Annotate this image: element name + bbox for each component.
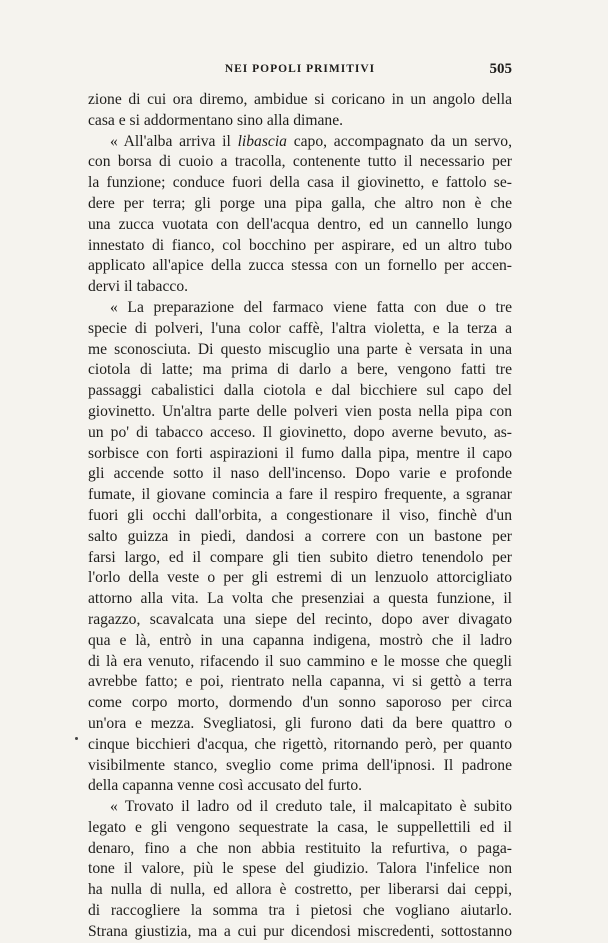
text-line: Strana giustizia, ma a cui pur dicendosi miscredenti, sottostanno xyxy=(88,922,512,940)
text-line: passaggi cabalistici dalla ciotola e dal bicchiere sul capo del xyxy=(88,382,512,400)
text-line: gli accende sotto il naso dell'incenso. Dopo varie e profonde xyxy=(88,465,512,483)
text-run: capo, accompagnato da un servo, xyxy=(286,132,512,150)
text-line: avrebbe fatto; e poi, rientrato nella capanna, vi si gettò a terra xyxy=(88,673,512,691)
text-line xyxy=(88,132,512,153)
italic-term: libascia xyxy=(237,132,287,150)
text-line: un po' di tabacco acceso. Il giovinetto, dopo averne bevuto, as- xyxy=(88,423,512,441)
running-title: NEI POPOLI PRIMITIVI xyxy=(224,63,376,75)
text-line: come corpo morto, dormendo d'un sonno saporoso per circa xyxy=(88,694,512,712)
text-line: giovinetto. Un'altra parte delle polveri vien posta nella pipa con xyxy=(88,402,512,420)
text-line: fuori gli occhi dall'orbita, a congestionare il viso, finchè d'un xyxy=(88,506,512,524)
text-line: della capanna venne così accusato del furto. xyxy=(88,777,363,795)
text-line: legato e gli vengono sequestrate la casa, le suppellettili ed il xyxy=(88,818,512,836)
text-line: zione di cui ora diremo, ambidue si coricano in un angolo della xyxy=(88,91,512,108)
text-line: salto guizza in piedi, dandosi a correre con un bastone per xyxy=(88,527,512,545)
text-line: ragazzo, scavalcata una siepe del recinto, dopo aver divagato xyxy=(88,610,512,628)
text-run: « All'alba arriva il xyxy=(110,132,238,150)
text-line: « Trovato il ladro od il creduto tale, il malcapitato è subito xyxy=(110,798,512,816)
text-line: fumate, il giovane comincia a fare il respiro frequente, a sgranar xyxy=(88,486,512,504)
text-line: sorbisce con forti aspirazioni il fumo dalla pipa, mentre il capo xyxy=(88,444,512,462)
text-line: di raccogliere la somma tra i pietosi che vogliano aiutarlo. xyxy=(88,902,512,920)
text-line: visibilmente stanco, sveglio come prima dell'ipnosi. Il padrone xyxy=(88,756,512,774)
text-line: innestato di fianco, col bocchino per aspirare, ed un altro tubo xyxy=(88,236,512,254)
text-line: « La preparazione del farmaco viene fatta con due o tre xyxy=(110,298,512,316)
text-line: ciotola di latte; ma prima di darlo a bere, vengono fatti tre xyxy=(88,361,512,379)
text-line: tone il valore, più le spese del giudizio. Talora l'infelice non xyxy=(88,860,512,878)
text-line: ha nulla di nulla, ed allora è costretto, per liberarsi dai ceppi, xyxy=(88,881,512,899)
text-line: la funzione; conduce fuori della casa il giovinetto, e fattolo se- xyxy=(88,174,512,192)
page-header xyxy=(88,63,512,85)
text-line: me sconosciuta. Di questo miscuglio una parte è versata in una xyxy=(88,340,512,358)
text-line: un'ora e mezza. Svegliatosi, gli furono dati da bere quattro o xyxy=(88,714,512,732)
text-line: qua e là, entrò in una capanna indigena, mostrò che il ladro xyxy=(88,631,512,649)
text-line: farsi largo, ed il compare gli tien subito dietro tenendolo per xyxy=(88,548,512,566)
text-line: di là era venuto, rifacendo il suo cammino e le mosse che quegli xyxy=(88,652,512,670)
text-line: attorno alla vita. La volta che presenziai a questa funzione, il xyxy=(88,590,512,608)
text-line: casa e si addormentano sino alla dimane. xyxy=(88,111,344,129)
text-line: applicato all'apice della zucca stessa con un fornello per accen- xyxy=(88,257,512,275)
text-line: una zucca vuotata con dell'acqua dentro, ed un cannello lungo xyxy=(88,215,512,233)
text-line: dere per terra; gli porge una pipa galla, che altro non è che xyxy=(88,194,512,212)
ink-speck xyxy=(75,737,78,740)
text-line: dervi il tabacco. xyxy=(88,278,189,296)
text-line: specie di polveri, l'una color caffè, l'altra violetta, e la terza a xyxy=(88,319,512,337)
page-number: 505 xyxy=(489,61,512,77)
text-line: l'orlo della veste o per gli estremi di un lenzuolo attorcigliato xyxy=(88,569,512,587)
text-line: con borsa di cuoio a tracolla, contenente tutto il necessario per xyxy=(88,153,512,171)
body-text xyxy=(88,90,512,943)
text-line: denaro, fino a che non abbia restituito la refurtiva, o paga- xyxy=(88,839,512,857)
text-line: cinque bicchieri d'acqua, che rigettò, ritornando però, per quanto xyxy=(88,735,512,753)
